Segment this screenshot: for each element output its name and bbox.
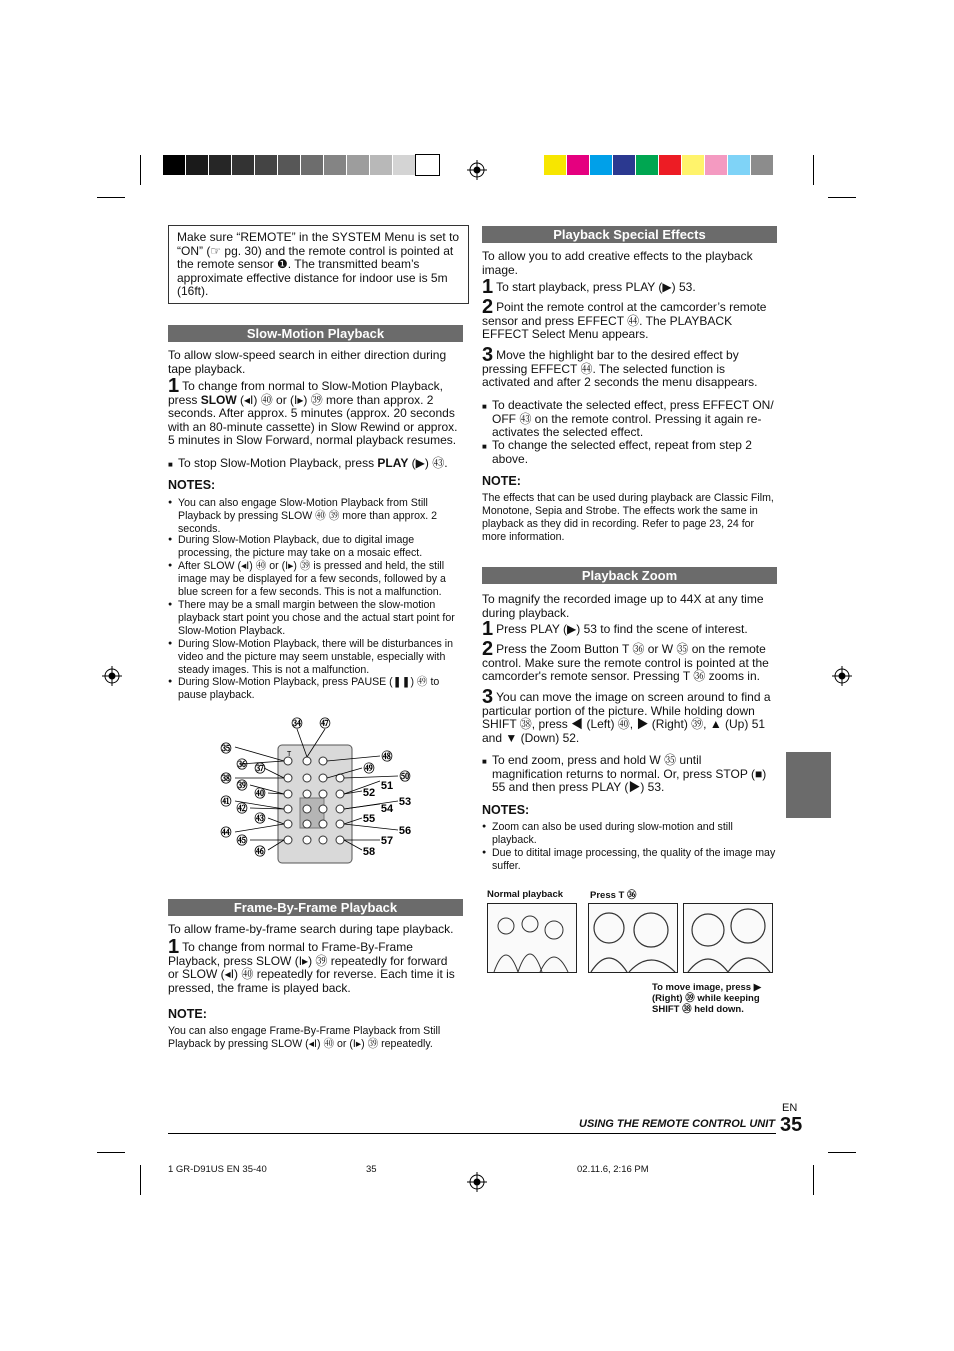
step-text: Press PLAY (▶) 53 to find the scene of interest. [496,622,748,636]
slow-motion-heading: Slow-Motion Playback [168,325,463,342]
step-number: 2 [482,296,494,318]
callout-label: 53 [398,796,412,808]
step-number: 1 [482,618,494,640]
color-swatch [278,155,301,175]
crop-mark [97,1152,125,1153]
grayscale-bar [163,155,439,175]
crop-mark [813,155,814,185]
registration-mark-icon [467,160,487,180]
people-image-icon [488,904,576,972]
footer-date: 02.11.6, 2:16 PM [577,1164,649,1175]
registration-mark-icon [832,666,852,686]
color-swatch [232,155,255,175]
effects-intro: To allow you to add creative effects to the playback image. [482,249,753,277]
frame-note: You can also engage Frame-By-Frame Playback from Still Playback by pressing SLOW (◂I) ㊵ or (I▸) ㊴ repeatedly. [168,1025,441,1050]
callout-label: 55 [362,813,376,825]
color-swatch [728,155,751,175]
slow-step-1 [168,375,460,448]
section-tab [786,752,831,818]
color-swatch [751,155,774,175]
step-text: To change from normal to Slow-Motion Playback, press [168,379,443,407]
callout-label: 57 [380,835,394,847]
step-text: To change from normal to Frame-By-Frame Playback, press SLOW (I▸) ㊴ repeatedly for forward or SLOW (◂I) ㊵ repeatedly for reverse. Each time it is pressed, the frame is played back. [168,940,455,995]
color-swatch [567,155,590,175]
step-text: Press the Zoom Button T ㊱ or W ㉟ on the remote control. Make sure the remote control is pointed at the camcorder's remote sensor. Pressing T ㊱ zooms in. [482,642,769,684]
color-swatch [416,155,439,175]
zoom-step-2 [482,638,774,684]
photo-zoom-in [588,903,678,973]
crop-mark [813,1165,814,1195]
callout-label: ㊱ [236,759,248,771]
remote-note-text: Make sure “REMOTE” in the SYSTEM Menu is set to “ON” (☞ pg. 30) and the remote control is pointed at the remote sensor ❶. The transmitted beam’s approximate effective distance for indoor use is 5m (16ft). [177,230,460,299]
callout-label: ㊺ [236,835,248,847]
callout-label: 58 [362,846,376,858]
play-label: PLAY [377,456,409,470]
slow-note-4: ● There may be a small margin between the slow-motion playback start point you chose and the actual start point for Slow-Motion Playback. [168,599,463,638]
callout-label: ㉟ [220,743,232,755]
zoom-intro: To magnify the recorded image up to 44X at any time during playback. [482,592,764,620]
crop-mark [140,155,141,185]
frame-intro: To allow frame-by-frame search during tape playback. [168,922,454,936]
callout-label: ㊹ [220,827,232,839]
color-swatch [544,155,567,175]
frame-heading: Frame-By-Frame Playback [168,899,463,916]
registration-mark-icon [467,1172,487,1192]
zoom-step-1 [482,618,774,640]
slow-note-6: ● During Slow-Motion Playback, press PAUSE (❚❚) ㊾ to pause playback. [168,676,463,702]
callout-label: ㊾ [363,763,375,775]
color-swatch [705,155,728,175]
color-swatch [324,155,347,175]
slow-note-1: ● You can also engage Slow-Motion Playback from Still Playback by pressing SLOW ㊵ ㊴ more than approx. 2 seconds. [168,497,463,536]
step-text: Move the highlight bar to the desired effect by pressing EFFECT ㊹. The selected function is activated and after 2 seconds the menu disappears. [482,348,758,390]
callout-label: ㊵ [254,788,266,800]
color-swatch [255,155,278,175]
callout-label: ㉞ [291,718,303,730]
people-zoomed-image-icon [589,904,677,972]
callout-label: ㊷ [236,803,248,815]
slow-note-2: ● During Slow-Motion Playback, due to digital image processing, the picture may take on a mosaic effect. [168,534,463,560]
color-swatch [659,155,682,175]
callout-label: ㊼ [319,718,331,730]
crop-mark [828,197,856,198]
color-swatch [590,155,613,175]
language-code: EN [782,1102,798,1114]
step-text: (◂I) ㊵ or (I▸) ㊴ more than approx. 2 seconds. After approx. 5 minutes (approx. 20 seconds with an 80-minute cassette) in Slow Rewind or approx. 5 minutes in Slow Forward, normal playback resumes. [168,392,458,448]
color-swatch [682,155,705,175]
slow-intro: To allow slow-speed search in either direction during tape playback. [168,348,447,376]
callout-label: ㊴ [236,780,248,792]
crop-mark [828,1152,856,1153]
footer-file: 1 GR-D91US EN 35-40 [168,1164,267,1175]
stop-text: (▶) ㊸. [408,456,448,470]
caption-normal: Normal playback [487,889,564,900]
color-swatch [186,155,209,175]
color-swatch [301,155,324,175]
callout-label: 51 [380,780,394,792]
frame-note-heading: NOTE: [168,1007,207,1021]
crop-mark [97,197,125,198]
remote-note-box [168,225,469,304]
photo-normal-playback [487,903,577,973]
zoom-step-3 [482,686,774,745]
color-swatch [393,155,416,175]
photo-zoom-moved [683,903,773,973]
color-swatch [209,155,232,175]
frame-step-1 [168,936,460,995]
effects-note: The effects that can be used during playback are Classic Film, Monotone, Sepia and Strobe. The effects work the same in playback as they did in recording. Refer to page 23, 24 for more information. [482,492,774,543]
step-text: To start playback, press PLAY (▶) 53. [496,280,696,294]
footer-rule [168,1133,776,1134]
effects-step-1 [482,276,774,298]
step-text: Point the remote control at the camcorder’s remote sensor and press EFFECT ㊹. The PLAYBACK EFFECT Select Menu appears. [482,300,767,342]
callout-label: ㊳ [220,773,232,785]
color-bar [544,155,774,175]
page-number: 35 [780,1114,803,1136]
effects-step-3 [482,344,774,390]
caption-move-image: To move image, press ▶ (Right) ㊴ while keeping SHIFT ㊳ held down. [652,982,762,1015]
remote-t-letter: T [287,751,292,758]
callout-label: ㊽ [381,751,393,763]
callout-label: 56 [398,825,412,837]
slow-note-5: ● During Slow-Motion Playback, there will be disturbances in video and the picture may seem unstable, especially with steady images. This is not a malfunction. [168,638,463,677]
slow-note-3: ● After SLOW (◂I) ㊵ or (I▸) ㊴ is pressed and held, the still image may be displayed for a few seconds, followed by a blue screen for a few seconds. This is not a malfunction. [168,560,463,599]
step-number: 3 [482,686,494,708]
zoom-note-2: ● Due to ditital image processing, the quality of the image may suffer. [482,847,777,873]
section-title: USING THE REMOTE CONTROL UNIT [579,1118,775,1130]
effects-heading: Playback Special Effects [482,226,777,243]
color-swatch [163,155,186,175]
stop-text: To stop Slow-Motion Playback, press [178,456,378,470]
effects-bullet-1: ■ To deactivate the selected effect, press EFFECT ON/ OFF ㊸ on the remote control. Pressing it again re-activates the selected effect. [482,399,774,440]
zoom-note-1: ● Zoom can also be used during slow-motion and still playback. [482,821,777,847]
zoom-notes-heading: NOTES: [482,803,530,817]
step-number: 3 [482,344,494,366]
slow-notes-heading: NOTES: [168,478,216,492]
color-swatch [636,155,659,175]
callout-label: ㊶ [220,796,232,808]
step-number: 1 [168,936,180,958]
effects-bullet-2: ■ To change the selected effect, repeat from step 2 above. [482,439,774,466]
callout-label: 54 [380,803,394,815]
people-zoomed-moved-image-icon [684,904,772,972]
callout-label: 52 [362,787,376,799]
zoom-heading: Playback Zoom [482,567,777,584]
effects-note-heading: NOTE: [482,474,521,488]
callout-label: ㊸ [254,813,266,825]
step-number: 2 [482,638,494,660]
step-number: 1 [168,375,180,397]
step-number: 1 [482,276,494,298]
callout-label: ㊲ [254,763,266,775]
crop-mark [140,1165,141,1195]
caption-press-t: Press T ㊱ [590,890,637,901]
effects-step-2 [482,296,774,342]
step-text: You can move the image on screen around to find a particular portion of the picture. While holding down SHIFT ㊳, press ◀ (Left) ㊵, ▶ (Right) ㊴, ▲ (Up) 51 and ▼ (Down) 52. [482,690,771,745]
registration-mark-icon [102,666,122,686]
remote-control-diagram [210,712,420,872]
callout-label: ㊿ [399,771,411,783]
zoom-bullet-1: ■ To end zoom, press and hold W ㉟ until magnification returns to normal. Or, press STOP (■) 55 and then press PLAY (▶) 53. [482,754,774,795]
callout-label: ㊻ [254,846,266,858]
color-swatch [370,155,393,175]
slow-stop-item [168,457,460,471]
slow-label: SLOW [200,392,237,407]
color-swatch [613,155,636,175]
color-swatch [347,155,370,175]
footer-page-num: 35 [366,1164,377,1175]
